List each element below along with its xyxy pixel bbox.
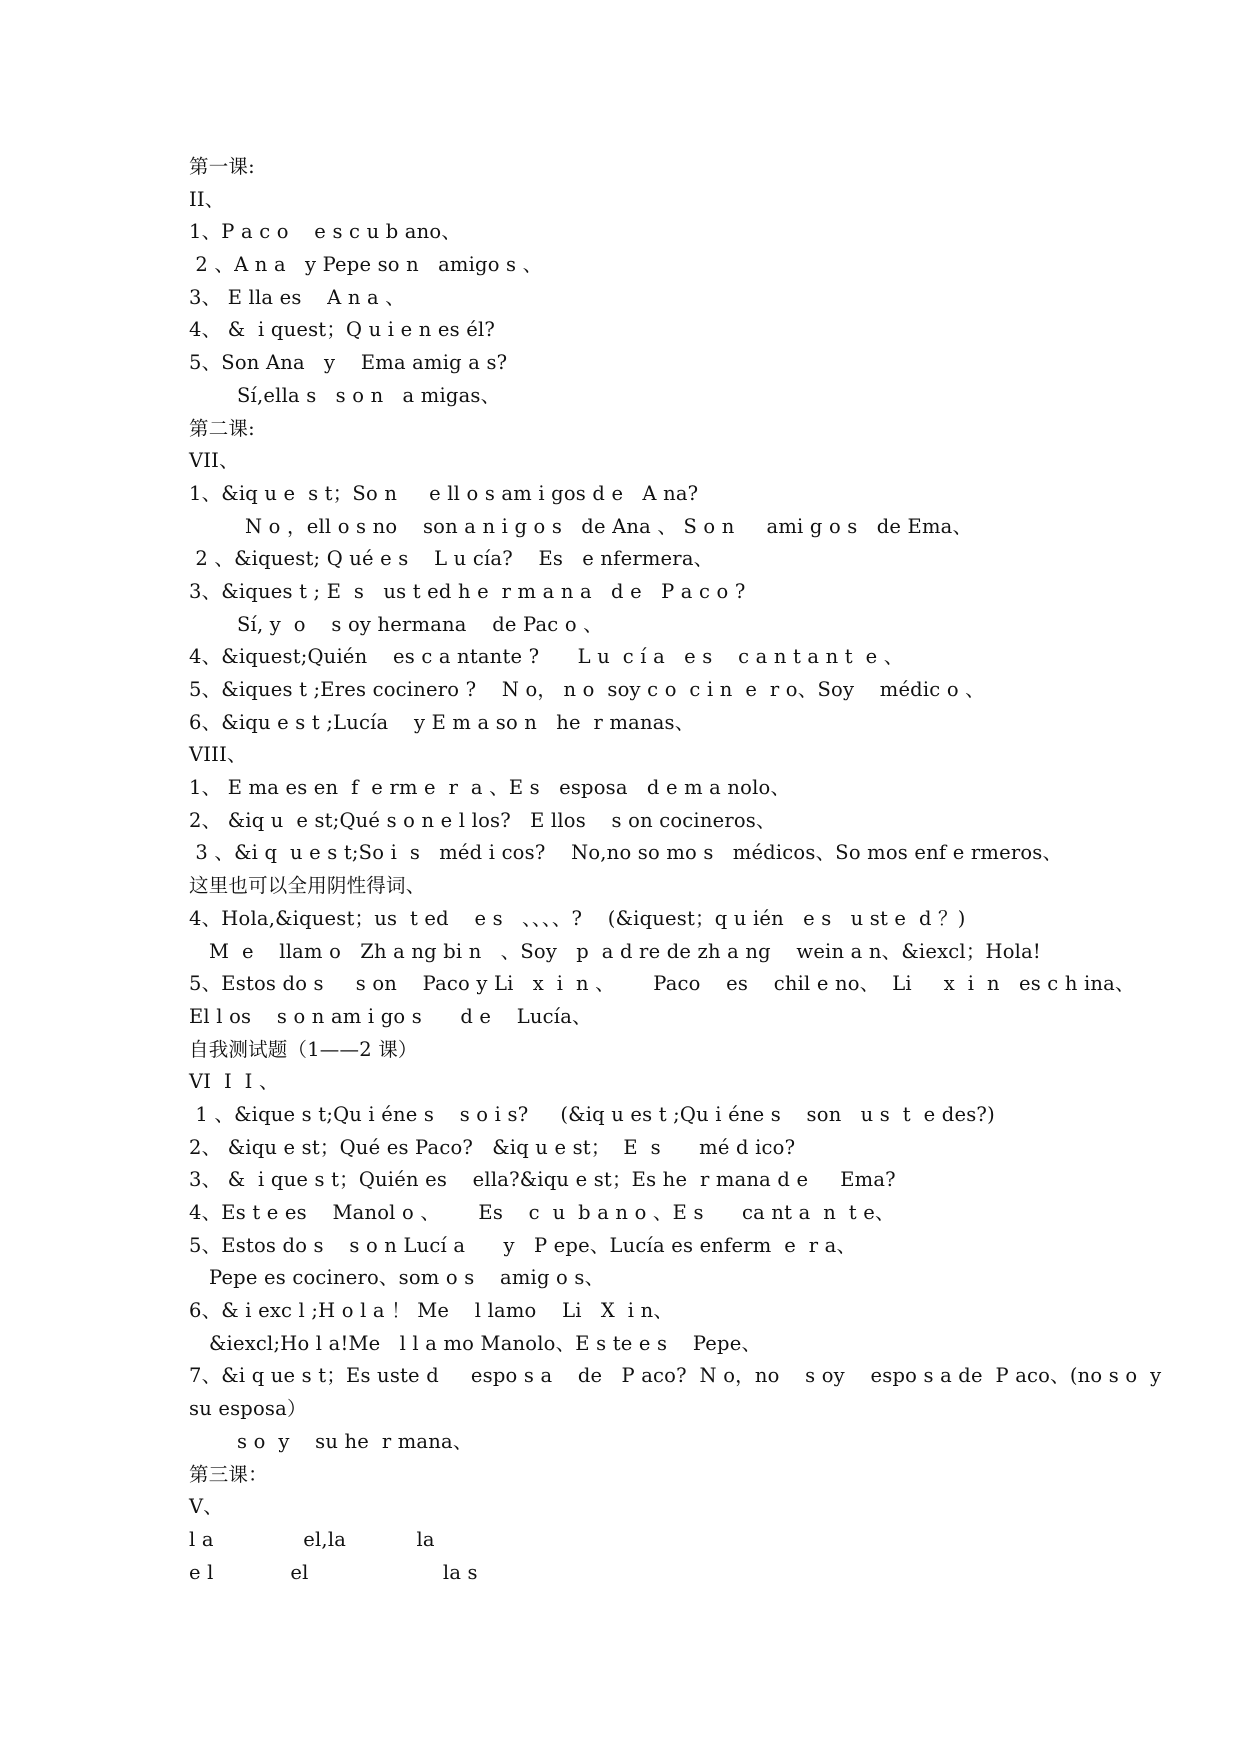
exercise-heading: VIII、	[189, 743, 247, 767]
answer-line: 3、 E lla es A n a 、	[189, 285, 405, 309]
answer-line: El l os s o n am i go s d e Lucía、	[189, 1004, 592, 1028]
answer-line: su esposa）	[189, 1397, 307, 1421]
answer-line: 3、&iques t ; E s us t ed h e r m a n a d e P a c o ?	[189, 579, 746, 603]
lesson-heading-2: 第二课:	[189, 416, 255, 440]
answer-line: 6、&iqu e s t ;Lucía y E m a so n he r manas、	[189, 710, 695, 734]
answer-line: l a el,la la	[189, 1527, 435, 1551]
answer-line-indented: &iexcl;Ho l a!Me l l a mo Manolo、E s te e s Pepe、	[209, 1331, 762, 1355]
answer-line: 4、Hola,&iquest；us t ed e s 、、、、? (&iquest；q u ién e s u st e d ？)	[189, 906, 966, 930]
answer-line: 1、&iq u e s t；So n e ll o s am i gos d e A na?	[189, 481, 699, 505]
exercise-heading: VII、	[189, 449, 239, 473]
answer-line: 2、 &iq u e st;Qué s o n e l los? E llos s on cocineros、	[189, 808, 776, 832]
answer-line: 3 、&i q u e s t;So i s méd i cos? No,no so mo s médicos、So mos enf e rmeros、	[189, 841, 1063, 865]
answer-line-indented: N o ，ell o s no son a n i g o s de Ana 、 S o n ami g o s de Ema、	[245, 514, 973, 538]
document-body	[189, 151, 1162, 1589]
answer-line: 2、 &iqu e st；Qué es Paco? &iq u e st； E s mé d ico?	[189, 1135, 796, 1159]
answer-line: 1 、&ique s t;Qu i éne s s o i s? (&iq u es t ;Qu i éne s son u s t e des?)	[189, 1102, 995, 1126]
answer-line: 5、&iques t ;Eres cocinero ? N o， n o soy c o c i n e r o、Soy médic o 、	[189, 678, 985, 701]
exercise-heading: II、	[189, 187, 225, 211]
lesson-heading-3: 第三课：	[189, 1462, 268, 1486]
answer-line: e l el la s	[189, 1560, 478, 1584]
self-test-heading: 自我测试题（1——2 课）	[189, 1037, 418, 1061]
answer-line-indented: M e llam o Zh a ng bi n 、Soy p a d re de zh a ng wein a n、&iexcl；Hola!	[209, 939, 1041, 963]
answer-line: 1、P a c o e s c u b ano、	[189, 220, 462, 244]
exercise-heading: VI I I 、	[189, 1070, 279, 1094]
answer-line-indented: Pepe es cocinero、som o s amig o s、	[209, 1266, 605, 1290]
answer-line: 7、&i q ue s t；Es uste d espo s a de P aco? N o，no s oy espo s a de P aco、(no s o y	[189, 1364, 1162, 1388]
answer-line-indented: s o y su he r mana、	[237, 1429, 473, 1453]
lesson-heading-1: 第一课:	[189, 155, 255, 178]
answer-line: 2 、&iquest; Q ué e s L u cía? Es e nfermera、	[189, 547, 714, 571]
answer-line: 3、 & i que s t；Quién es ella?&iqu e st；Es he r mana d e Ema?	[189, 1168, 896, 1192]
answer-line: 4、Es t e es Manol o 、 Es c u b a n o 、E s ca nt a n t e、	[189, 1201, 895, 1224]
answer-line: 5、Estos do s s o n Lucí a y P epe、Lucía es enferm e r a、	[189, 1233, 857, 1257]
answer-line-indented: Sí,ella s s o n a migas、	[237, 383, 501, 407]
exercise-heading: V、	[189, 1495, 223, 1519]
answer-line: 4、 & i quest；Q u i e n es él?	[189, 318, 496, 342]
answer-line: 5、Estos do s s on Paco y Li x i n 、 Paco es chil e no、 Li x i n es c h ina、	[189, 972, 1135, 996]
answer-line: 5、Son Ana y Ema amig a s?	[189, 351, 508, 375]
answer-line: 1、 E ma es en f e rm e r a 、E s esposa d e m a nolo、	[189, 776, 791, 800]
answer-line: 4、&iquest;Quién es c a ntante ? L u c í a e s c a n t a n t e 、	[189, 645, 904, 669]
answer-line: 6、& i exc l ;H o l a ！ Me l lamo Li X i n、	[189, 1299, 674, 1323]
answer-line: 2 、A n a y Pepe so n amigo s 、	[189, 253, 543, 277]
note-line: 这里也可以全用阴性得词、	[189, 874, 426, 898]
answer-line-indented: Sí, y o s oy hermana de Pac o 、	[237, 612, 603, 636]
